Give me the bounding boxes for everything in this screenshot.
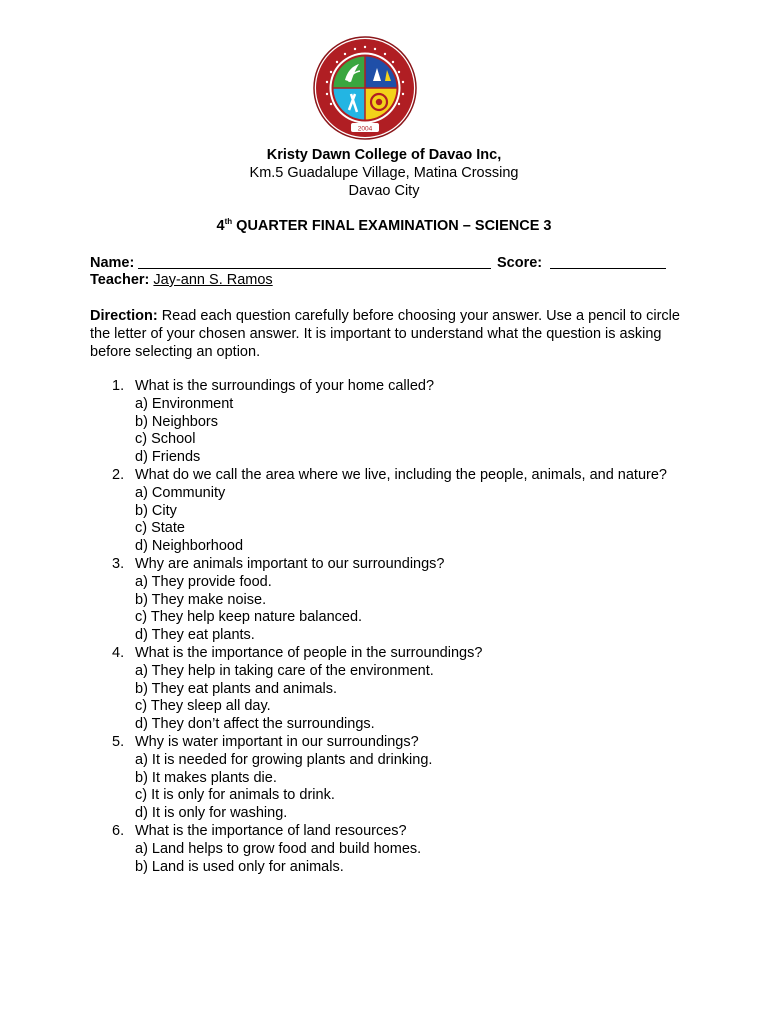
teacher-row bbox=[90, 271, 273, 289]
answer-choice[interactable]: d) Friends bbox=[135, 449, 201, 466]
answer-choice[interactable]: c) State bbox=[135, 520, 185, 537]
exam-title-suffix: th bbox=[224, 217, 233, 226]
answer-choice[interactable]: a) Land helps to grow food and build homes. bbox=[135, 840, 422, 857]
question-number: 3. bbox=[112, 555, 125, 572]
teacher-name: Jay-ann S. Ramos bbox=[153, 272, 273, 288]
name-label: Name: bbox=[90, 255, 135, 271]
school-name: Kristy Dawn College of Davao Inc, bbox=[266, 147, 502, 163]
answer-choice[interactable]: b) They eat plants and animals. bbox=[135, 680, 338, 697]
score-label: Score: bbox=[497, 255, 543, 271]
school-address-line-2: Davao City bbox=[348, 183, 420, 199]
direction-paragraph bbox=[90, 307, 690, 361]
answer-choice[interactable]: b) Neighbors bbox=[135, 413, 219, 430]
question-item bbox=[90, 556, 690, 645]
answer-choice[interactable]: b) Land is used only for animals. bbox=[135, 858, 344, 875]
answer-choice[interactable]: a) They help in taking care of the environment. bbox=[135, 662, 434, 679]
answer-choice[interactable]: d) They don’t affect the surroundings. bbox=[135, 716, 375, 733]
question-number: 6. bbox=[112, 822, 125, 839]
question-text: Why are animals important to our surroundings? bbox=[135, 555, 445, 572]
answer-choice[interactable]: c) It is only for animals to drink. bbox=[135, 787, 335, 804]
answer-choice[interactable]: a) Community bbox=[135, 484, 226, 501]
name-score-row bbox=[90, 254, 543, 272]
question-number: 4. bbox=[112, 644, 125, 661]
answer-choice[interactable]: b) They make noise. bbox=[135, 591, 267, 608]
answer-choice[interactable]: d) It is only for washing. bbox=[135, 805, 288, 822]
question-list bbox=[90, 378, 690, 876]
answer-choice[interactable]: d) They eat plants. bbox=[135, 627, 255, 644]
question-number: 1. bbox=[112, 378, 125, 394]
answer-choice[interactable]: c) They sleep all day. bbox=[135, 698, 271, 715]
exam-title-number: 4 bbox=[216, 218, 225, 234]
question-item bbox=[90, 645, 690, 734]
question-text: What is the surroundings of your home called? bbox=[135, 378, 435, 394]
school-address-line-1: Km.5 Guadalupe Village, Matina Crossing bbox=[249, 165, 519, 181]
answer-choice[interactable]: a) They provide food. bbox=[135, 573, 272, 590]
answer-choice[interactable]: c) School bbox=[135, 431, 196, 448]
question-item bbox=[90, 734, 690, 823]
question-text: What do we call the area where we live, including the people, animals, and nature? bbox=[135, 466, 667, 483]
answer-choice[interactable]: c) They help keep nature balanced. bbox=[135, 609, 363, 626]
exam-title bbox=[0, 217, 768, 235]
direction-label: Direction: bbox=[90, 308, 158, 324]
question-text: Why is water important in our surroundings? bbox=[135, 733, 419, 750]
question-item bbox=[90, 823, 690, 876]
score-field-line[interactable] bbox=[550, 268, 666, 269]
answer-choice[interactable]: d) Neighborhood bbox=[135, 538, 244, 555]
question-item bbox=[90, 378, 690, 467]
answer-choice[interactable]: b) It makes plants die. bbox=[135, 769, 277, 786]
name-field-line[interactable] bbox=[138, 268, 491, 269]
answer-choice[interactable]: a) Environment bbox=[135, 395, 234, 412]
question-number: 5. bbox=[112, 733, 125, 750]
exam-title-text: QUARTER FINAL EXAMINATION – SCIENCE 3 bbox=[232, 218, 552, 234]
answer-choice[interactable]: b) City bbox=[135, 502, 177, 519]
school-seal-icon bbox=[313, 36, 417, 140]
question-item bbox=[90, 467, 690, 556]
question-text: What is the importance of people in the surroundings? bbox=[135, 644, 483, 661]
teacher-label: Teacher: bbox=[90, 272, 150, 288]
answer-choice[interactable]: a) It is needed for growing plants and drinking. bbox=[135, 751, 433, 768]
direction-text: Read each question carefully before choosing your answer. Use a pencil to circle the letter of your chosen answer. It is important to understand what the question is asking before selecting an option. bbox=[90, 308, 680, 360]
question-number: 2. bbox=[112, 466, 125, 483]
question-text: What is the importance of land resources? bbox=[135, 822, 407, 839]
seal-year: 2004 bbox=[357, 125, 373, 133]
